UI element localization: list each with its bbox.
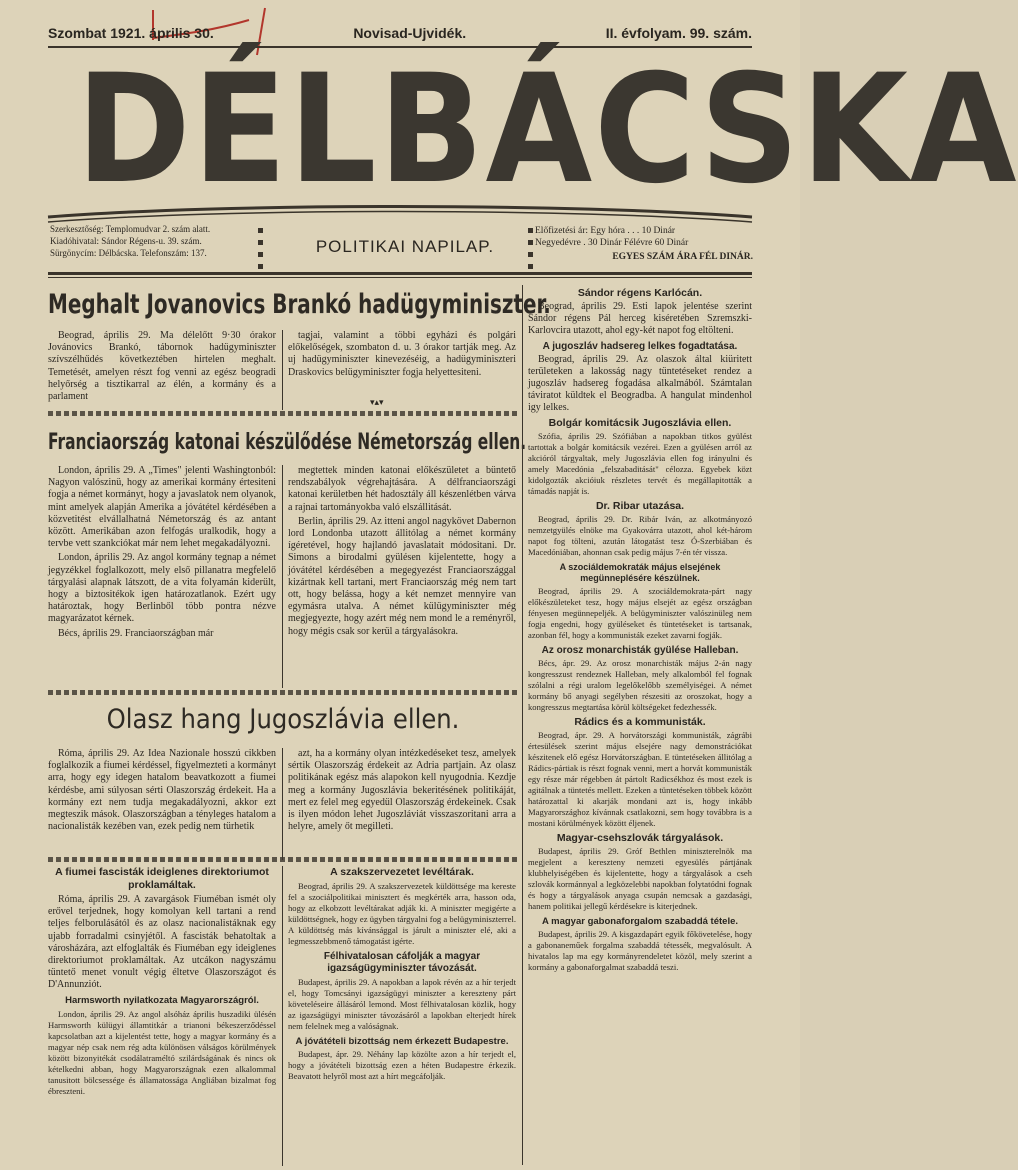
- editorial-line: Kiadóhivatal: Sándor Régens-u. 39. szám.: [50, 236, 202, 246]
- section-separator: [48, 857, 518, 862]
- section-separator: [48, 690, 518, 695]
- paragraph: tagjai, valamint a többi egyházi és polgári előkelőségek, szombaton d. u. 3 órakor tartják meg. Az uj hadügyminiszter kinevezéséig, a hadügyminiszteri Draskovics belügyminiszter fogja helyettesiteni.: [288, 330, 516, 378]
- article-jovanovics-col2: [288, 330, 516, 400]
- paragraph: Beograd, április 29. A szakszervezetek küldöttsége ma kereste fel a szociálpolitikai minisztert és megkérték arra, hasson oda, hogy az elkobzott levéltárakat adják ki. A miniszter megigérte a küldöttségnek, hogy ez ügyben tárgyalni fog a belügyminiszterrel. A küldöttség más kívánsággal is járult a miniszter elé, aki a legmesszebbmenő támogatást igérte.: [288, 881, 516, 946]
- article-olasz-col2: [288, 748, 516, 860]
- paragraph: Budapest, ápr. 29. Néhány lap közölte azon a hír terjedt el, hogy a jóvátételi bizottság ezen a héten Budapestre érkezik. Beavatott helyről most azt a hírt megcáfolják.: [288, 1049, 516, 1081]
- header-bottom-rule: [48, 272, 752, 275]
- subtitle: POLITIKAI NAPILAP.: [315, 237, 495, 256]
- headline-szocialdemokrata: A szociáldemokraták május elsejének megünneplésére készülnek.: [559, 562, 721, 583]
- paragraph: Beograd, április 29. Esti lapok jelentése szerint Sándor régens Pál herceg kiséretében Szremszki-Karlovcira utazott, ahol egy-két napot fog eltölteni.: [528, 301, 752, 336]
- editorial-line: Sürgönycím: Délbácska. Telefonszám: 137.: [50, 248, 207, 258]
- paragraph: Szófia, április 29. Szófiában a napokban titkos gyülést tartottak a bolgár komitácsik vezérei. Ezen a gyülésen arról az akcióról tárgyaltak, mely Jugoszlávia ellen fog irányulni és amely Macedónia „felszabaditását" célozza. Egyebek közt kidolgozták akcióiuk részletes tervét és megállapitották a támadás napját is.: [528, 431, 752, 496]
- header-bottom-rule-thin: [48, 277, 752, 278]
- price-line: Előfizetési ár: Egy hóra . . . 10 Dinár: [535, 226, 676, 236]
- paragraph: Beograd, április 29. A szociáldemokrata-párt nagy előkészületeket tesz, hogy május elsejét az egész országban fényesen megünnepeljék. A belügyminiszter valószinüleg nem fogja engedni, hogy gyüléseket és tüntetéseket is tartsanak, azonban fél, hogy a kommunisták ezeket zavarni fogják.: [528, 586, 752, 640]
- headline-felhivatalosan: Félhivatalosan cáfolják a magyar igazságügyminiszter távozását.: [323, 951, 481, 974]
- headline-franciaorszag: Franciaország katonai készülődése Németország ellen.: [48, 430, 527, 455]
- headline-jovanovics: Meghalt Jovanovics Brankó hadügyminiszter.: [48, 289, 551, 320]
- paragraph: Budapest, április 29. A napokban a lapok révén az a hír terjedt el, hogy Tomcsányi igazságügyi miniszter a kereszteny párt követeléseire állásáról lemond. Most félhivatalosan közlik, hogy az igazságügyi miniszter távozásáról a lapokban elterjedt hírek nem felelnek meg a valóságnak.: [288, 977, 516, 1031]
- headline-olasz: Olasz hang Jugoszlávia ellen.: [106, 704, 460, 735]
- masthead-title: DÉLBÁCSKA: [76, 43, 1018, 217]
- paragraph: London, április 29. A „Times" jelenti Washingtonból: Nagyon valószinü, hogy az amerikai kormány értesiteni fogja a német kormányt, hogy a javaslatok nem olyanok, mint amelyek alapján Amerika a jóvátétel kérdésében a közvetitést elvállalhatná Németország és az antant között. Amerikában azon felfogás uralkodik, hogy a tervbe vett szankciókat már nem lehet megakadályozni.: [48, 465, 276, 550]
- column-rule: [282, 866, 283, 1166]
- subscription-info: [535, 225, 753, 263]
- article-olasz-col1: [48, 748, 276, 860]
- paragraph: Beograd, április 29. Ma délelőtt 9·30 órakor Jovánovics Brankó, tábornok hadügyminiszter szívszélhűdés következtében hirtelen meghalt. Temetését, amelyen részt fog venni az egész beogradi helyőrség a tisztikarral az élén, a kormány és a parlament: [48, 330, 276, 403]
- column-rule: [282, 330, 283, 410]
- paragraph: megtettek minden katonai előkészületet a büntető rendszabályok végrehajtására. A délfranciaországi katonai kerületben hét hadosztály áll készenlétben várva a rajnai tartományokba való elszállitását.: [288, 465, 516, 513]
- headline-radics: Rádics és a kommunisták.: [574, 716, 706, 728]
- headline-ribar: Dr. Ribar utazása.: [595, 500, 685, 512]
- paragraph: Bécs, április 29. Franciaországban már: [58, 627, 214, 639]
- column-rule: [522, 285, 523, 1165]
- article-jovanovics-col1: [48, 330, 276, 410]
- headline-szakszervezet: A szakszervezetet levéltárak.: [330, 866, 474, 878]
- lower-middle-column: [288, 866, 516, 1166]
- issue-number: II. évfolyam. 99. szám.: [605, 25, 752, 41]
- paragraph: Beograd, április 29. Az olaszok által kiüritett területeken a lakosság nagy tüntetéseket rendez a jugoszláv hadsereg fogadása alkalmából. Számtalan táviratot küldtek el Beogradba. A hangulat mindenhol igy lelkes.: [528, 354, 752, 413]
- paragraph: Róma, április 29. A zavargások Fiuméban ismét oly erővel terjednek, hogy komolyan kell tartani a rend teljes felborulásától és az olasz nacionalistáknak egy ujabb forradalmi csinyjétől. A fascisták behatoltak a városházára, azt elfoglalták és Fiuméban egy ideiglenes direktoriumot proklamáltak. Az utcákon nagyszámu tüntető menet vonult végig éltetve Olaszországot és D'Annunziót.: [48, 894, 276, 991]
- headline-fiume: A fiumei fascisták ideiglenes direktoriumot proklamáltak.: [55, 866, 269, 891]
- editorial-line: Szerkesztőség: Templomudvar 2. szám alatt.: [50, 224, 211, 234]
- paragraph: Budapest, április 29. A kisgazdapárt egyik főkövetelése, hogy a gabonaneműek forgalma szabaddá tétessék, megvalósult. A hivatalos lap ma egy kormányrendeletet közöl, mely szerint a kormány a gabonaforgalmat szabaddá teszi.: [528, 929, 752, 972]
- headline-monarchista: Az orosz monarchisták gyülése Halleban.: [541, 645, 739, 656]
- masthead-ornament: [48, 195, 752, 225]
- paragraph: London, április 29. Az angol kormány tegnap a német jegyzékkel foglalkozott, mely első pillanatra megfelelő tárgyalási alapnak látszott, de a vita folyamán kiderült, hogy a biztositékok igen határozatlanok. Ezért ugy határoztak, hogy Berlinből több pontra nézve magyarázatot kérnek.: [48, 552, 276, 625]
- headline-jovatetel: A jóvátételi bizottság nem érkezett Budapestre.: [295, 1036, 509, 1047]
- lower-left-column: [48, 866, 276, 1166]
- paragraph: Beograd, ápr. 29. A horvátországi kommunisták, zágrábi értesülések szerint május elsejére nagy demonstrációkat készitenek elő egész Horvátországban. E tüntetéseken állitólag a Rádics-pártiak is részt fognak venni, mert a horvát kommunisták egy része már régebben át pártolt Radicsékhoz és most ezek is agitálnak a tüntetés mellett. Ezeken a tüntetéseken többek között határozattal ki akarják mondani azt is, hogy inkább Magyarországhoz kívánnak csatlakozni, sem hogy továbbra is a mostani körülmények között éljenek.: [528, 730, 752, 828]
- headline-hadsereg: A jugoszláv hadsereg lelkes fogadtatása.: [542, 341, 738, 352]
- paragraph: Beograd, április 29. Dr. Ribár Iván, az alkotmányozó nemzetgyülés elnöke ma Gyakovárra utazott, ahol két-három napot fog tölteni, azután látogatást tesz Ó-Szerbiában és Macedóniában, ahonnan csak pedig május 7-én tér vissza.: [528, 514, 752, 557]
- issue-place: Novisad-Ujvidék.: [353, 25, 467, 41]
- headline-bolgar: Bolgár komitácsik Jugoszlávia ellen.: [548, 417, 732, 429]
- single-price: EGYES SZÁM ÁRA FÉL DINÁR.: [612, 252, 753, 262]
- section-separator: [48, 411, 518, 416]
- paragraph: London, április 29. Az angol alsóház április huszadiki ülésén Harmsworth külügyi államtitkár a trianoni békeszerződéssel kapcsolatban azt a kijelentést tette, hogy a magyar kormány és a magyar nép csak nem rég adta különösen válságos körülmények között bizonyitékát csodálatraméltó szilárdságának és nincs ok kételkedni abban, hogy Magyarországnak ezen alkalommal tanusitott bölcsessége és államatossága Angliában bizalmat fog ébreszteni.: [48, 1008, 276, 1096]
- headline-sandor: Sándor régens Karlócán.: [577, 287, 703, 299]
- article-franciaorszag-col2: [288, 465, 516, 688]
- article-franciaorszag-col1: [48, 465, 276, 688]
- header-topline: [48, 22, 752, 44]
- paragraph: Berlin, április 29. Az itteni angol nagykövet Dabernon lord Londonba utazott állitólag a német kormány ígéretével, hogy hajlandó javaslatait módositani. Dr. Simons a birodalmi gyülésen kijelentette, hogy a jóvátétel kérdésében a megegyezést Franciaországgal kizártnak kell tartani, mert Franciaország még nem tart ott, hogy belássa, hogy a két nemzet mennyire van egymásra utalva. A német külügyminiszter még megjegyezte, hogy azért még nem mond le a reményről, hogy mégis csak sor kerül a tárgyalásokra.: [288, 515, 516, 637]
- price-line: Negyedévre . 30 Dinár Félévre 60 Dinár: [535, 238, 689, 248]
- paragraph: Bécs, ápr. 29. Az orosz monarchisták május 2-án nagy kongresszust rendeznek Halleban, mely alkalomból fel fognak szólalni a régi uralom legelőkelőbb személyiségei. A német kormány bő anyagi segélyben részesiti az oroszokat, hogy a kongresszus megtartása körül költségeket fedezhessék.: [528, 658, 752, 712]
- paragraph: azt, ha a kormány olyan intézkedéseket tesz, amelyek sértik Olaszország érdekeit az Adria partjain. Az olasz politikának egész más alapokon kell nyugodnia. Kezdje meg a kormány Jugoszlávia bekeritésének politikáját, mert ez felel meg egyedül Olaszország érdekeinek. Csak is ilyen módon lehet Jugoszláviát visszaszoritani arra a helyre, amely őt megilleti.: [288, 748, 516, 833]
- ornament-dots: [258, 228, 264, 276]
- right-column: [528, 288, 752, 1166]
- paragraph: Róma, április 29. Az Idea Nazionale hosszú cikkben foglalkozik a fiumei kérdéssel, figyelmezteti a kormányt arra, hogy egy idegen hatalom beavatkozott a fiumei kérdésbe, ami súlyosan sérti Olaszország érdekeit. Ha a kormány ezt nem tudja megakadályozni, akkor ezt megteszik mások. Olaszországban a tényleges hatalom a nacionalisták kezében van, ezek pedig nem türhetik: [48, 748, 276, 833]
- paragraph: Budapest, április 29. Gróf Bethlen miniszterelnök ma megjelent a kereszteny nemzeti egyesülés pártjának klubhelyiségében és kijelentette, hogy a tárgyalások a cseh szlovák kormánnyal a legközelebbi napokban folytatódni fognak és hogy a tárgyalások anyaga csupán nemcsak a gazdasági, hanem politikai jellegű kérdésekre is kiterjednek.: [528, 846, 752, 911]
- headline-harmsworth: Harmsworth nyilatkozata Magyarországról.: [65, 994, 259, 1006]
- editorial-info: [50, 223, 270, 259]
- column-rule: [282, 748, 283, 860]
- issue-date: Szombat 1921. április 30.: [48, 25, 214, 41]
- ornament-dots: [528, 228, 534, 276]
- headline-gabona: A magyar gabonaforgalom szabaddá tétele.: [541, 916, 739, 927]
- ornament: ▾▴▾: [370, 398, 384, 408]
- column-rule: [282, 465, 283, 688]
- headline-csehszlovak: Magyar-csehszlovák tárgyalások.: [556, 832, 724, 844]
